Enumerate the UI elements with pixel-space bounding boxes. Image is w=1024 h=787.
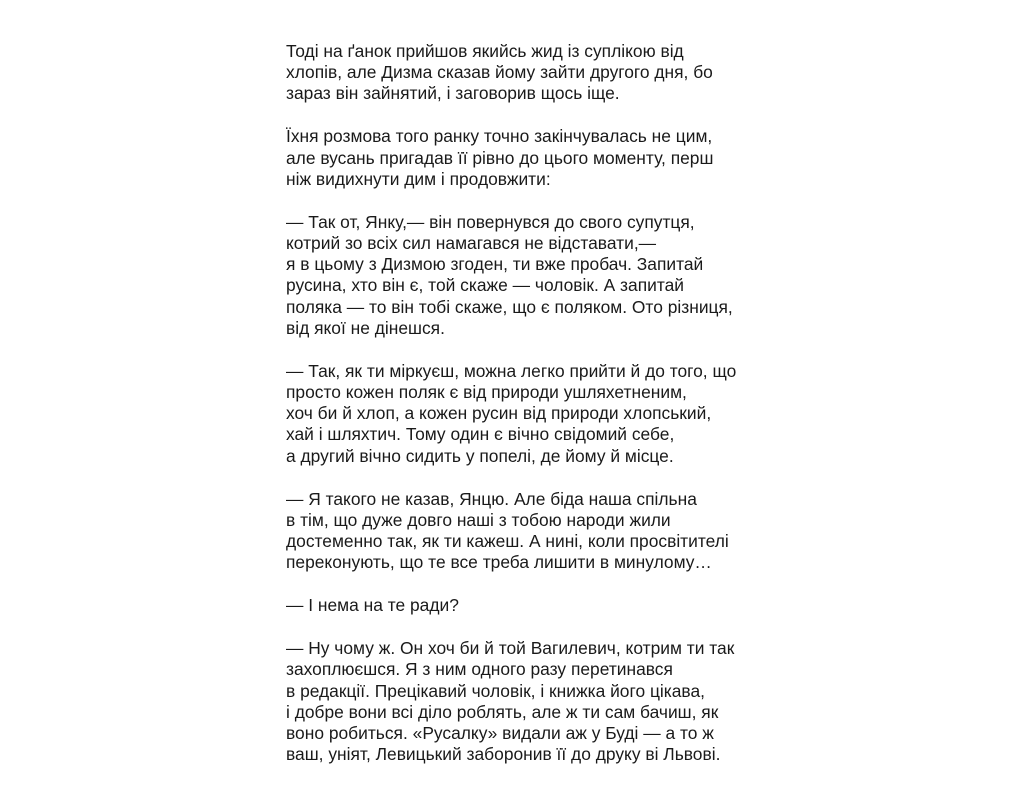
text-line: просто кожен поляк є від природи ушляхетненим, <box>286 382 687 403</box>
text-line: Тоді на ґанок прийшов якийсь жид із суплікою від <box>286 41 684 61</box>
text-line: і добре вони всі діло роблять, але ж ти сам бачиш, як <box>286 701 719 722</box>
text-line: а другий вічно сидить у попелі, де йому й місце. <box>286 445 674 466</box>
text-line: хай і шляхтич. Тому один є вічно свідомий себе, <box>286 424 675 445</box>
text-line: від якої не дінешся. <box>286 317 445 338</box>
text-line: котрий зо всіх сил намагався не відставати,— <box>286 233 657 254</box>
text-line: — Так от, Янку,— він повернувся до свого супутця, <box>286 211 695 232</box>
text-line: — Так, як ти міркуєш, можна легко прийти й до того, що <box>286 360 737 381</box>
document-page <box>286 41 786 787</box>
text-line: переконують, що те все треба лишити в минулому… <box>286 552 712 573</box>
text-line: ваш, унiят, Левицький заборонив її до друку ві Львові. <box>286 744 721 765</box>
text-line: ніж видихнути дим і продовжити: <box>286 168 551 189</box>
text-line: захоплюєшся. Я з ним одного разу перетинався <box>286 659 673 680</box>
text-line: — Ну чому ж. Он хоч би й той Вагилевич, котрим ти так <box>286 638 735 659</box>
text-line: русина, хто він є, той скаже — чоловік. А запитай <box>286 275 684 296</box>
text-line: Їхня розмова того ранку точно закінчувалась не цим, <box>286 126 713 147</box>
text-line: — Я такого не казав, Янцю. Але біда наша спільна <box>286 488 697 509</box>
paragraph-5 <box>286 489 786 574</box>
text-line: воно робиться. «Русалку» видали аж у Буді — а то ж <box>286 723 714 744</box>
text-line: хоч би й хлоп, а кожен русин від природи хлопський, <box>286 403 712 424</box>
text-line: я в цьому з Дизмою згоден, ти вже пробач. Запитай <box>286 254 704 275</box>
paragraph-3 <box>286 212 786 339</box>
text-line: хлопів, але Дизма сказав йому зайти другого дня, бо <box>286 62 713 83</box>
paragraph-2 <box>286 126 786 190</box>
paragraph-7 <box>286 638 786 765</box>
paragraph-6 <box>286 595 786 616</box>
text-line: зараз він зайнятий, і заговорив щось іще. <box>286 83 620 104</box>
paragraph-4 <box>286 361 786 467</box>
text-line: в редакції. Прецікавий чоловік, і книжка його цікава, <box>286 680 705 701</box>
text-line: — І нема на те ради? <box>286 595 459 616</box>
text-line: але вусань пригадав її рівно до цього моменту, перш <box>286 147 714 168</box>
text-line: поляка — то він тобі скаже, що є поляком. Ото різниця, <box>286 296 733 317</box>
paragraph-1 <box>286 41 786 105</box>
text-line: в тім, що дуже довго наші з тобою народи жили <box>286 509 671 530</box>
text-line: достеменно так, як ти кажеш. А нині, коли просвітителі <box>286 531 729 552</box>
